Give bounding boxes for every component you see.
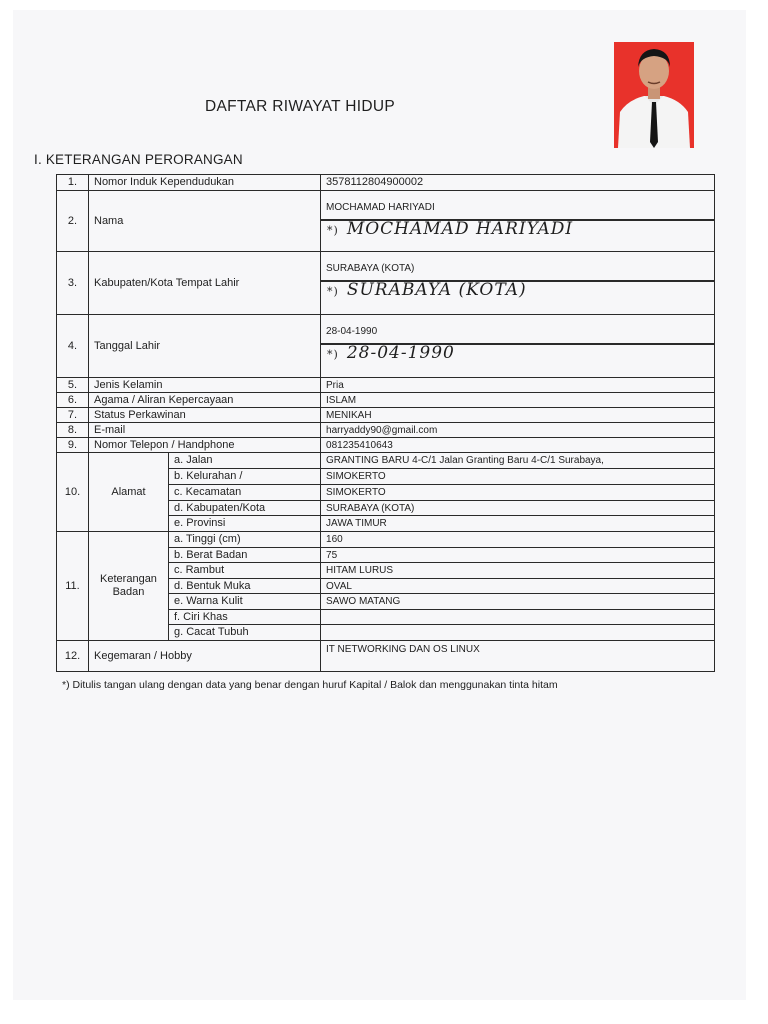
field-value: MENIKAH [321, 408, 715, 423]
asterisk-marker: *) [327, 224, 339, 237]
sub-field-value: 160 [321, 532, 715, 548]
field-label: Tanggal Lahir [89, 315, 321, 378]
sub-field-label: e. Warna Kulit [169, 594, 321, 610]
sub-field-value: HITAM LURUS [321, 563, 715, 579]
handwritten-text: SURABAYA (KOTA) [346, 280, 527, 300]
table-row [57, 423, 715, 438]
sub-field-value: SURABAYA (KOTA) [321, 501, 715, 516]
row-number: 8. [57, 423, 89, 438]
field-value-pair [321, 315, 715, 378]
table-row [57, 393, 715, 408]
handwritten-value [321, 221, 714, 250]
field-value-pair [321, 191, 715, 252]
typed-value: MOCHAMAD HARIYADI [321, 191, 714, 221]
field-label: E-mail [89, 423, 321, 438]
field-label: Kabupaten/Kota Tempat Lahir [89, 252, 321, 315]
table-row [57, 641, 715, 672]
sub-field-label: d. Kabupaten/Kota [169, 501, 321, 516]
section-heading: I. KETERANGAN PERORANGAN [34, 152, 243, 167]
field-label: Alamat [89, 453, 169, 532]
sub-field-label: g. Cacat Tubuh [169, 625, 321, 641]
asterisk-marker: *) [327, 285, 339, 298]
field-label: Agama / Aliran Kepercayaan [89, 393, 321, 408]
row-number: 1. [57, 175, 89, 191]
table-row [57, 191, 715, 252]
field-label: Kegemaran / Hobby [89, 641, 321, 672]
sub-field-label: e. Provinsi [169, 516, 321, 532]
field-value: ISLAM [321, 393, 715, 408]
row-number: 6. [57, 393, 89, 408]
handwritten-value [321, 345, 714, 374]
sub-field-value: 75 [321, 548, 715, 563]
row-number: 5. [57, 378, 89, 393]
row-number: 11. [57, 532, 89, 641]
asterisk-marker: *) [327, 348, 339, 361]
field-value: IT NETWORKING DAN OS LINUX [321, 641, 715, 672]
table-row [57, 532, 715, 548]
personal-info-table [56, 174, 715, 672]
field-value-pair [321, 252, 715, 315]
typed-value: 28-04-1990 [321, 315, 714, 345]
row-number: 10. [57, 453, 89, 532]
field-value: Pria [321, 378, 715, 393]
sub-field-label: c. Kecamatan [169, 485, 321, 501]
table-row [57, 453, 715, 469]
field-label: Nomor Induk Kependudukan [89, 175, 321, 191]
sub-field-value [321, 625, 715, 641]
handwritten-text: MOCHAMAD HARIYADI [346, 219, 574, 239]
field-label: Keterangan Badan [89, 532, 169, 641]
sub-field-value: OVAL [321, 579, 715, 594]
row-number: 2. [57, 191, 89, 252]
field-value: harryaddy90@gmail.com [321, 423, 715, 438]
table-row [57, 408, 715, 423]
sub-field-label: f. Ciri Khas [169, 610, 321, 625]
sub-field-value: SIMOKERTO [321, 485, 715, 501]
field-value: 081235410643 [321, 438, 715, 453]
sub-field-value: JAWA TIMUR [321, 516, 715, 532]
row-number: 7. [57, 408, 89, 423]
handwritten-value [321, 282, 714, 311]
table-row [57, 378, 715, 393]
handwritten-text: 28-04-1990 [346, 343, 455, 363]
field-label: Nomor Telepon / Handphone [89, 438, 321, 453]
sub-field-value: SAWO MATANG [321, 594, 715, 610]
sub-field-label: b. Berat Badan [169, 548, 321, 563]
row-number: 9. [57, 438, 89, 453]
sub-field-label: b. Kelurahan / [169, 469, 321, 485]
document-title: DAFTAR RIWAYAT HIDUP [205, 98, 395, 115]
sub-field-label: d. Bentuk Muka [169, 579, 321, 594]
sub-field-value: GRANTING BARU 4-C/1 Jalan Granting Baru 4-C/1 Surabaya, [321, 453, 715, 469]
field-label: Nama [89, 191, 321, 252]
typed-value: SURABAYA (KOTA) [321, 252, 714, 282]
field-value: 3578112804900002 [321, 175, 715, 191]
row-number: 12. [57, 641, 89, 672]
sub-field-label: c. Rambut [169, 563, 321, 579]
sub-field-value [321, 610, 715, 625]
portrait-photo [614, 42, 694, 148]
row-number: 3. [57, 252, 89, 315]
table-row [57, 252, 715, 315]
table-row [57, 175, 715, 191]
table-row [57, 438, 715, 453]
field-label: Jenis Kelamin [89, 378, 321, 393]
field-label: Status Perkawinan [89, 408, 321, 423]
row-number: 4. [57, 315, 89, 378]
sub-field-value: SIMOKERTO [321, 469, 715, 485]
footnote: *) Ditulis tangan ulang dengan data yang benar dengan huruf Kapital / Balok dan menggunakan tinta hitam [62, 679, 558, 691]
sub-field-label: a. Tinggi (cm) [169, 532, 321, 548]
table-row [57, 315, 715, 378]
sub-field-label: a. Jalan [169, 453, 321, 469]
person-photo-icon [614, 42, 694, 148]
